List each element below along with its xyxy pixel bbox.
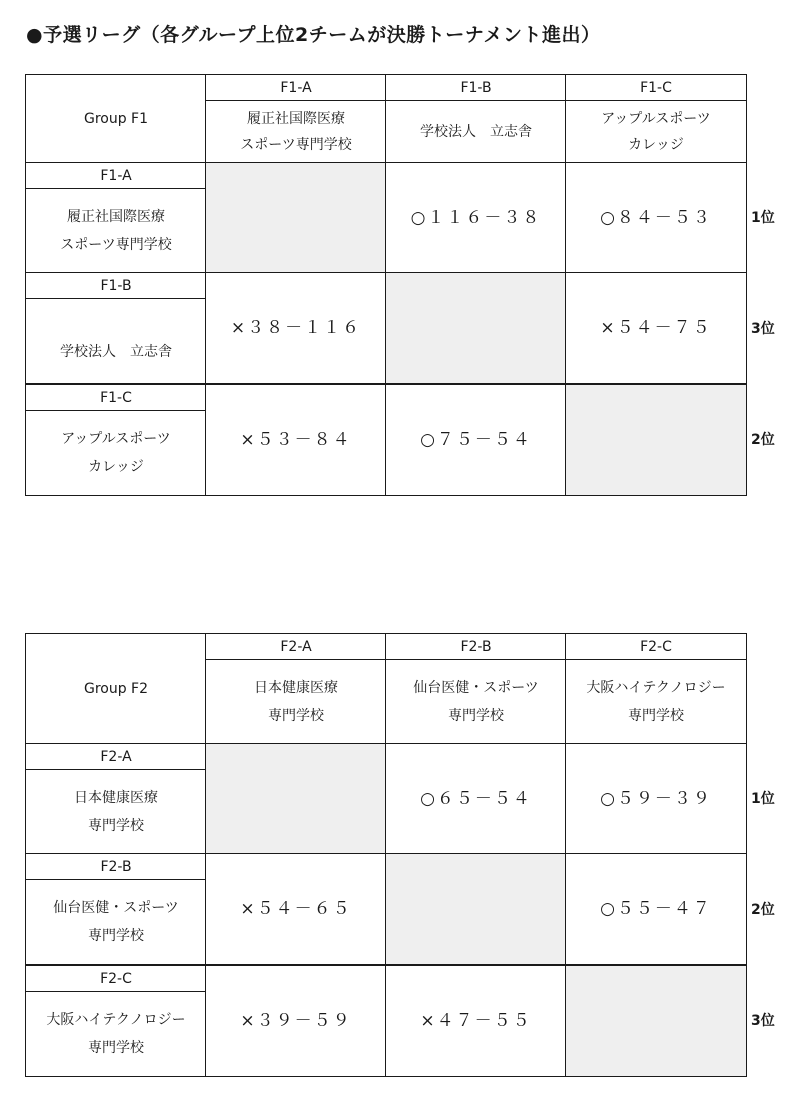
col-name-f2-b: 仙台医健・スポーツ 専門学校: [385, 659, 567, 745]
rank-label: 1位: [751, 791, 775, 807]
self-match-cell: [205, 162, 387, 274]
col-code-f1-a: F1-A: [205, 74, 387, 102]
match-result: ○１１６－３８: [385, 162, 567, 274]
col-name-f1-b: 学校法人 立志舎: [385, 100, 567, 164]
row-name-f1-a: 履正社国際医療 スポーツ専門学校: [25, 188, 207, 274]
match-result: ×３９－５９: [205, 965, 387, 1077]
row-code-f1-b: F1-B: [25, 272, 207, 300]
self-match-cell: [385, 853, 567, 965]
row-name-f2-a: 日本健康医療 専門学校: [25, 769, 207, 855]
col-code-f2-c: F2-C: [565, 633, 747, 661]
row-code-f2-a: F2-A: [25, 743, 207, 771]
match-result: ×５３－８４: [205, 384, 387, 496]
row-name-f2-c: 大阪ハイテクノロジー 専門学校: [25, 991, 207, 1077]
row-code-f2-b: F2-B: [25, 853, 207, 881]
col-code-f2-b: F2-B: [385, 633, 567, 661]
row-name-f2-b: 仙台医健・スポーツ 専門学校: [25, 879, 207, 965]
rank-label: 3位: [751, 321, 775, 337]
col-name-f1-a: 履正社国際医療 スポーツ専門学校: [205, 100, 387, 164]
row-code-f1-c: F1-C: [25, 384, 207, 412]
self-match-cell: [565, 384, 747, 496]
col-name-f2-a: 日本健康医療 専門学校: [205, 659, 387, 745]
rank-label: 2位: [751, 902, 775, 918]
match-result: ○５５－４７: [565, 853, 747, 965]
self-match-cell: [565, 965, 747, 1077]
rank-label: 2位: [751, 432, 775, 448]
row-name-f1-b: 学校法人 立志舎: [25, 298, 207, 384]
match-result: ×５４－６５: [205, 853, 387, 965]
rank-label: 1位: [751, 210, 775, 226]
group-f1-table: [25, 74, 775, 496]
col-code-f1-b: F1-B: [385, 74, 567, 102]
page-title: ●予選リーグ（各グループ上位2チームが決勝トーナメント進出）: [26, 24, 601, 46]
col-code-f1-c: F1-C: [565, 74, 747, 102]
group-f2-table: [25, 633, 775, 1077]
row-name-f1-c: アップルスポーツ カレッジ: [25, 410, 207, 496]
group-label: Group F2: [25, 633, 207, 745]
row-code-f2-c: F2-C: [25, 965, 207, 993]
col-code-f2-a: F2-A: [205, 633, 387, 661]
match-result: ×５４－７５: [565, 272, 747, 384]
match-result: ○５９－３９: [565, 743, 747, 855]
match-result: ×４７－５５: [385, 965, 567, 1077]
col-name-f1-c: アップルスポーツ カレッジ: [565, 100, 747, 164]
self-match-cell: [205, 743, 387, 855]
self-match-cell: [385, 272, 567, 384]
match-result: ○８４－５３: [565, 162, 747, 274]
match-result: ○６５－５４: [385, 743, 567, 855]
col-name-f2-c: 大阪ハイテクノロジー 専門学校: [565, 659, 747, 745]
row-code-f1-a: F1-A: [25, 162, 207, 190]
rank-label: 3位: [751, 1013, 775, 1029]
match-result: ×３８－１１６: [205, 272, 387, 384]
match-result: ○７５－５４: [385, 384, 567, 496]
group-label: Group F1: [25, 74, 207, 164]
